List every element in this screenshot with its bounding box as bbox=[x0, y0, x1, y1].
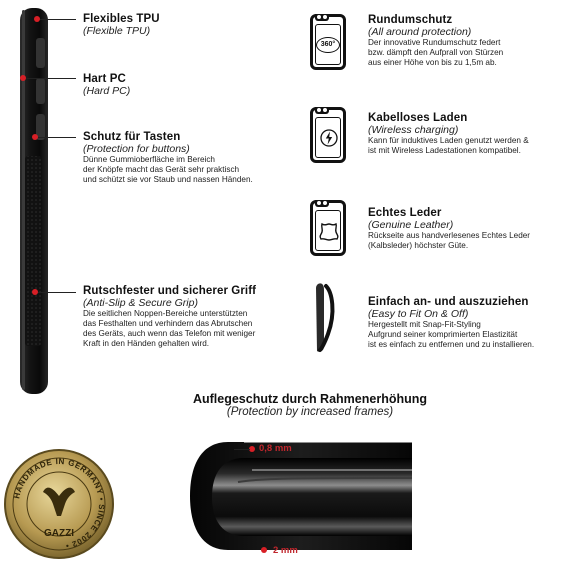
feature-subtitle: (All around protection) bbox=[368, 26, 472, 38]
description-line: der Knöpfe macht das Gerät sehr praktisch bbox=[83, 165, 240, 174]
feature-description bbox=[368, 136, 529, 156]
description-line: Aufgrund seiner komprimierten Elastizität bbox=[368, 330, 518, 339]
feature-description bbox=[368, 38, 503, 68]
feature-subtitle: (Easy to Fit On & Off) bbox=[368, 308, 469, 320]
feature-subtitle: (Flexible TPU) bbox=[83, 25, 151, 37]
feature-title: Rutschfester und sicherer Griff bbox=[83, 285, 257, 297]
section-title: Auflegeschutz durch Rahmenerhöhung bbox=[192, 392, 428, 406]
description-line: ist mit Wireless Ladestationen kompatibel. bbox=[368, 146, 521, 155]
frame-cross-section bbox=[182, 432, 412, 562]
section-subtitle: (Protection by increased frames) bbox=[226, 406, 394, 418]
feature-subtitle: (Wireless charging) bbox=[368, 124, 459, 136]
leader-line bbox=[40, 19, 76, 20]
case-side-view bbox=[14, 6, 54, 398]
feature-title: Echtes Leder bbox=[368, 207, 442, 219]
description-line: Der innovative Rundumschutz federt bbox=[368, 38, 501, 47]
feature-subtitle: (Protection for buttons) bbox=[83, 143, 190, 155]
description-line: Die seitlichen Noppen-Bereiche unterstützten bbox=[83, 309, 248, 318]
frame-protection-heading bbox=[150, 392, 470, 418]
seal-brand: GAZZI bbox=[44, 528, 74, 539]
leader-line bbox=[38, 137, 76, 138]
feature-title: Flexibles TPU bbox=[83, 13, 160, 25]
feature-description bbox=[83, 309, 256, 349]
feature-title: Schutz für Tasten bbox=[83, 131, 181, 143]
feature-subtitle: (Genuine Leather) bbox=[368, 219, 454, 231]
measure-line-top bbox=[234, 449, 250, 450]
description-line: (Kalbsleder) höchster Güte. bbox=[368, 241, 469, 250]
description-line: des Geräts, auch wenn das Telefon mit weniger bbox=[83, 329, 256, 338]
description-line: Rückseite aus handverlesenes Echtes Leder bbox=[368, 231, 531, 240]
feature-wireless-charging bbox=[368, 112, 529, 156]
description-line: Dünne Gummioberfläche im Bereich bbox=[83, 155, 215, 164]
feature-hard-pc bbox=[83, 73, 130, 97]
charging-bolt-icon bbox=[319, 128, 339, 148]
seal-ring-text: HANDMADE IN GERMANY • SINCE 2002 • bbox=[12, 456, 107, 551]
description-line: das Festhalten und verhindern das Abrutschen bbox=[83, 319, 253, 328]
feature-title: Kabelloses Laden bbox=[368, 112, 468, 124]
description-line: bzw. dämpft den Aufprall von Stürzen bbox=[368, 48, 504, 57]
feature-anti-slip bbox=[83, 285, 256, 349]
leader-line bbox=[26, 78, 76, 79]
leather-icon bbox=[310, 200, 346, 256]
feature-title: Einfach an- und auszuziehen bbox=[368, 296, 529, 308]
flexible-case-icon bbox=[308, 282, 344, 354]
feature-flexible-tpu bbox=[83, 13, 160, 37]
feature-easy-fit bbox=[368, 296, 534, 350]
description-line: Kraft in den Händen gehalten wird. bbox=[83, 339, 210, 348]
feature-description bbox=[368, 231, 530, 251]
feature-title: Rundumschutz bbox=[368, 14, 453, 26]
feature-all-around-protection bbox=[368, 14, 503, 68]
360-label: 360° bbox=[316, 37, 340, 53]
wireless-charging-icon bbox=[310, 107, 346, 163]
feature-description bbox=[368, 320, 534, 350]
hide-icon bbox=[318, 222, 340, 242]
feature-subtitle: (Anti-Slip & Secure Grip) bbox=[83, 297, 198, 309]
description-line: ist es einfach zu entfernen und zu installieren. bbox=[368, 340, 535, 349]
feature-button-protection bbox=[83, 131, 253, 185]
feature-title: Hart PC bbox=[83, 73, 126, 85]
measure-marker-bottom bbox=[261, 547, 267, 553]
leader-line bbox=[38, 292, 76, 293]
feature-genuine-leather bbox=[368, 207, 530, 251]
description-line: aus einer Höhe von bis zu 1,5m ab. bbox=[368, 58, 497, 67]
360-protection-icon bbox=[310, 14, 346, 70]
description-line: Kann für induktives Laden genutzt werden & bbox=[368, 136, 529, 145]
feature-subtitle: (Hard PC) bbox=[83, 85, 131, 97]
description-line: Hergestellt mit Snap-Fit-Styling bbox=[368, 320, 481, 329]
description-line: und schützt sie vor Staub und nassen Händen. bbox=[83, 175, 253, 184]
measure-label-top: 0,8 mm bbox=[259, 443, 292, 454]
gazzi-seal-logo bbox=[3, 448, 115, 560]
feature-description bbox=[83, 155, 253, 185]
measure-label-bottom: 2 mm bbox=[273, 545, 298, 556]
